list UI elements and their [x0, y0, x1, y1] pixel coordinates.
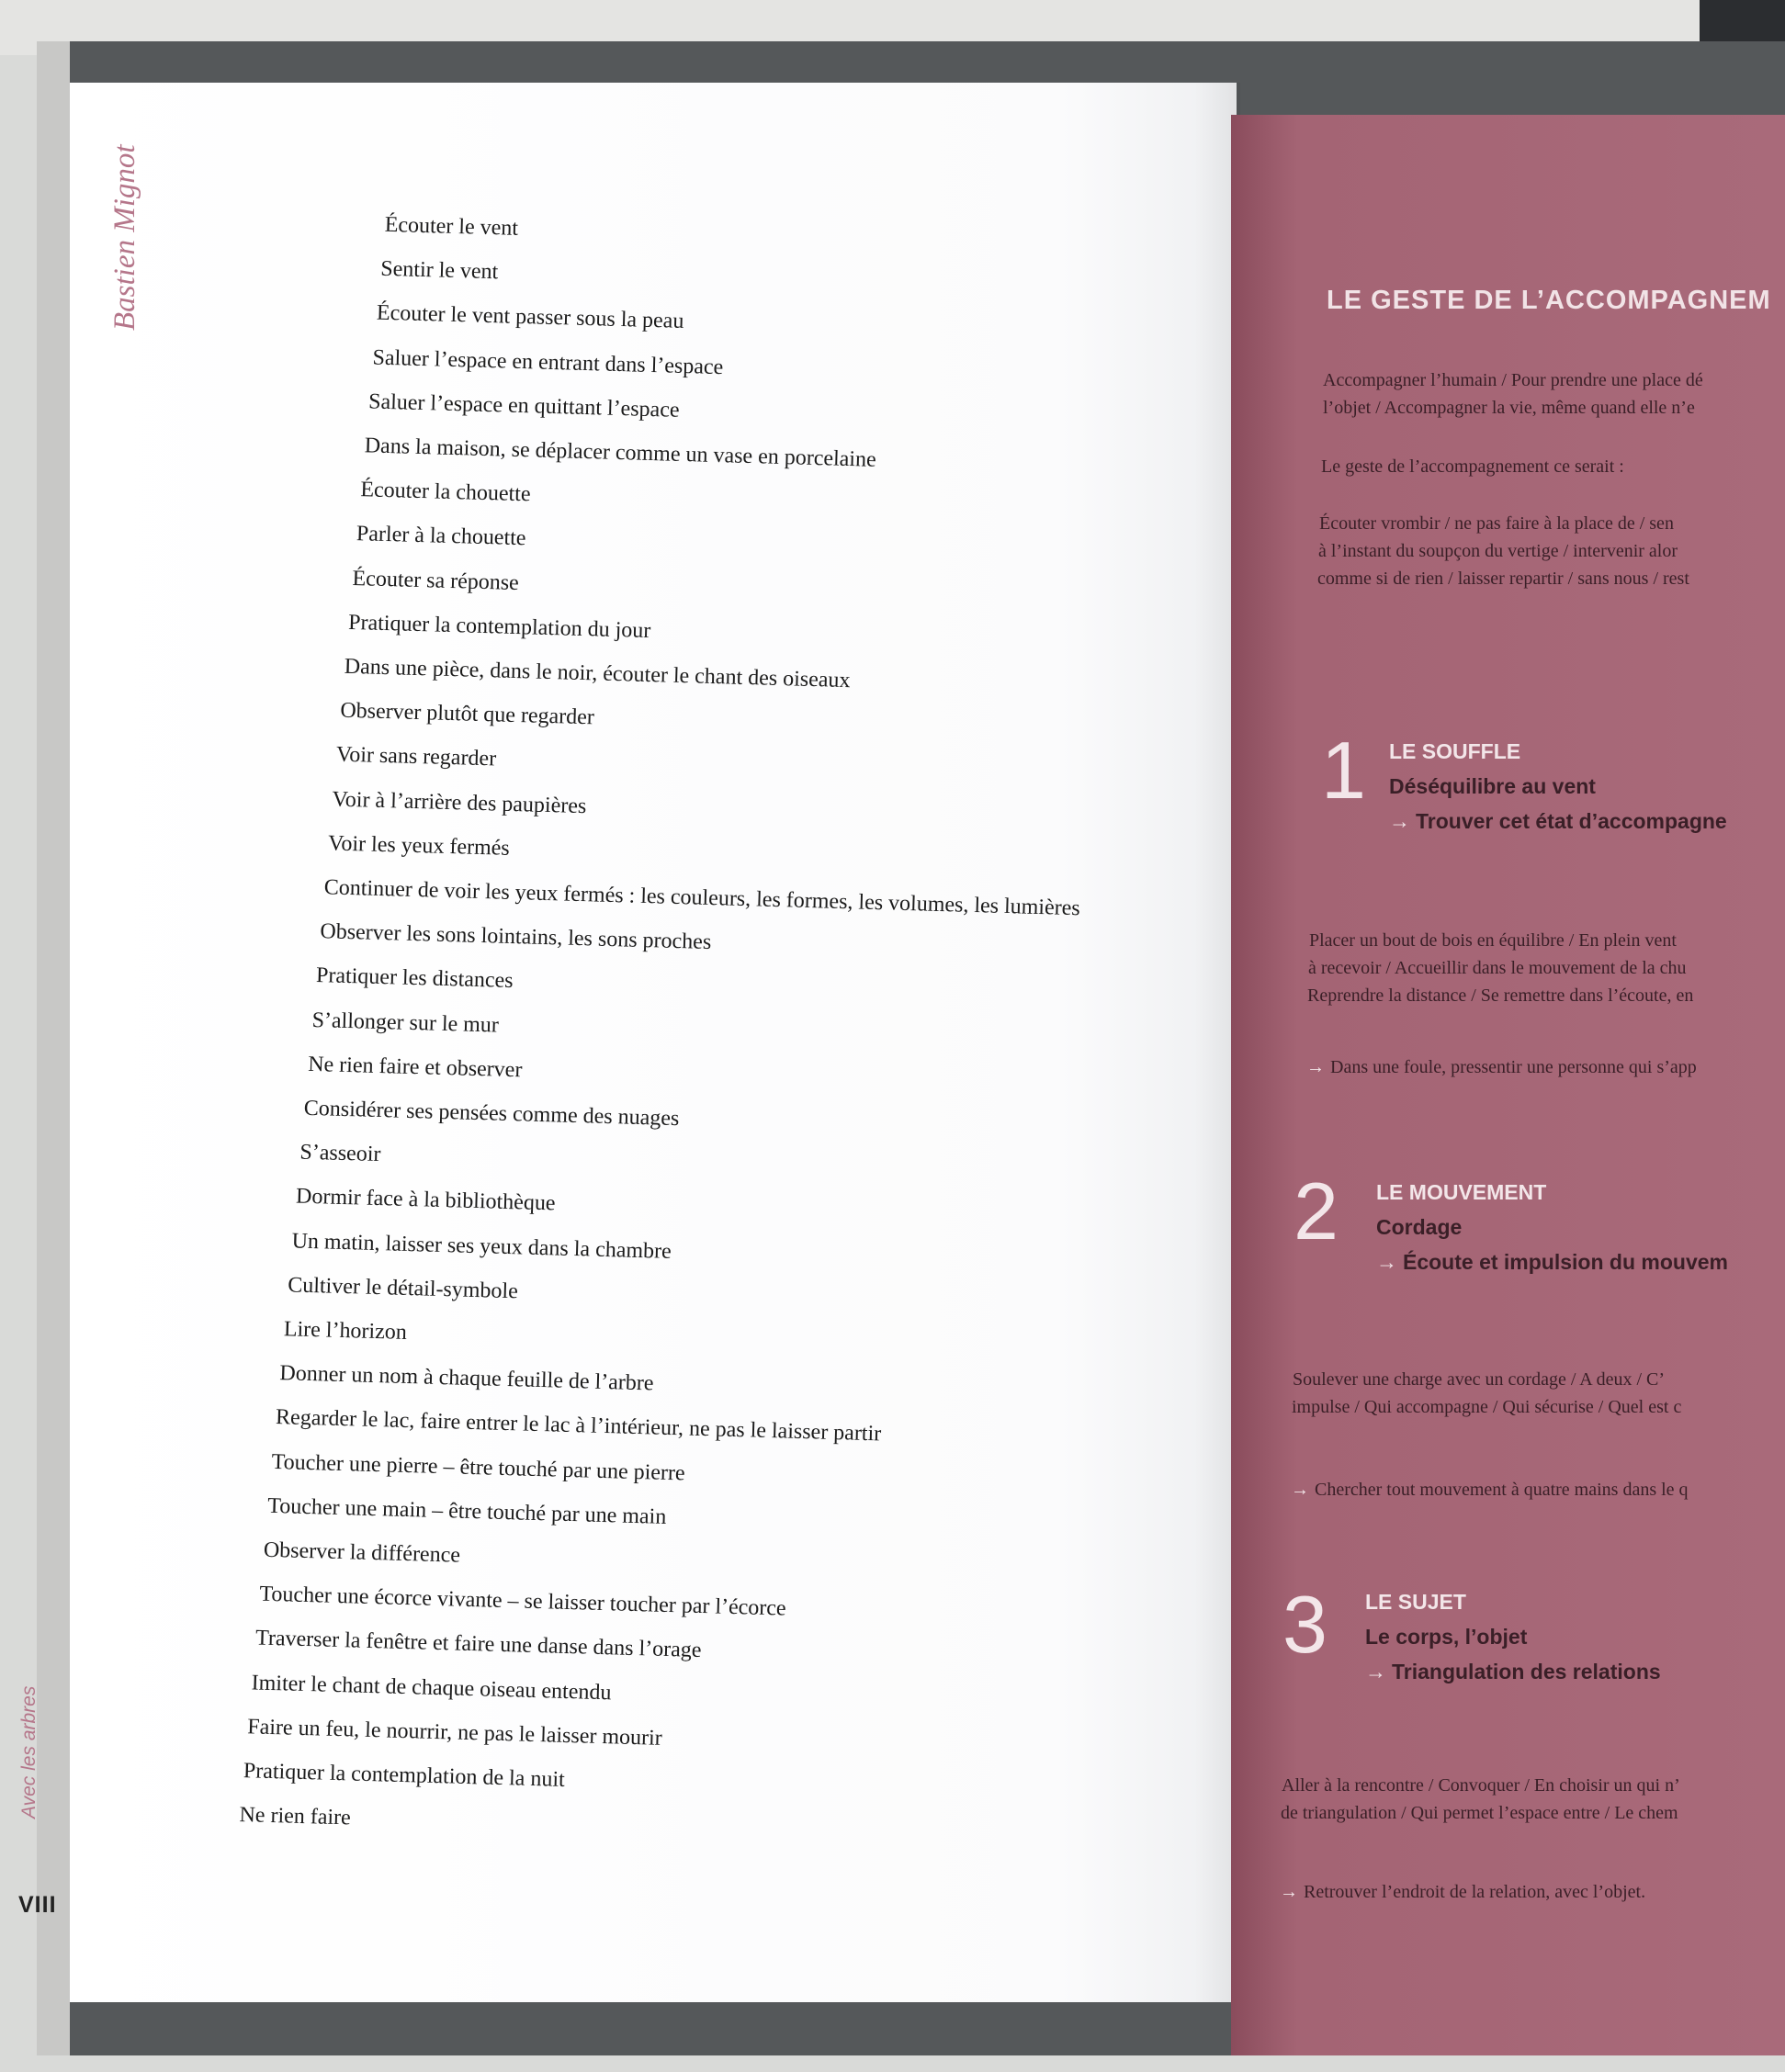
poem-line: Traverser la fenêtre et faire une danse dans l’orage	[254, 1626, 702, 1663]
poem-line: Regarder le lac, faire entrer le lac à l’intérieur, ne pas le laisser partir	[275, 1405, 882, 1447]
intro-line: l’objet / Accompagner la vie, même quand elle n’e	[1323, 398, 1695, 418]
poem-line: Écouter le vent passer sous la peau	[376, 301, 684, 334]
step-goal-text: Écoute et impulsion du mouvem	[1403, 1250, 1728, 1274]
step-exercise: → Dans une foule, pressentir une personne qui s’app	[1306, 1057, 1697, 1077]
lead-line: Le geste de l’accompagnement ce serait :	[1321, 456, 1624, 477]
poem-line: Écouter sa réponse	[352, 566, 520, 595]
poem-line: Observer la différence	[263, 1537, 461, 1568]
step-number: 2	[1294, 1166, 1339, 1256]
step-body-line: Soulever une charge avec un cordage / A deux / C’	[1293, 1369, 1666, 1390]
poem-line: Dans la maison, se déplacer comme un vase en porcelaine	[364, 434, 877, 472]
arrow-icon: →	[1291, 1480, 1309, 1500]
poem-line: Voir les yeux fermés	[327, 831, 511, 861]
poem-line: Saluer l’espace en quittant l’espace	[367, 389, 680, 422]
step-title: LE MOUVEMENT	[1376, 1180, 1547, 1204]
arrow-icon: →	[1306, 1057, 1325, 1077]
step-number: 1	[1321, 725, 1366, 816]
step-body-line: Aller à la rencontre / Convoquer / En choisir un qui n’	[1282, 1775, 1680, 1796]
poem-line: Imiter le chant de chaque oiseau entendu	[251, 1670, 612, 1705]
step-goal	[1389, 809, 1727, 834]
poem-line: Observer les sons lointains, les sons proches	[320, 919, 712, 955]
poem-line: Saluer l’espace en entrant dans l’espace	[372, 345, 724, 379]
right-page	[1231, 115, 1785, 2055]
arrow-icon: →	[1280, 1882, 1298, 1902]
definition-line: à l’instant du soupçon du vertige / intervenir alor	[1318, 541, 1678, 561]
step-goal-text: Trouver cet état d’accompagne	[1416, 809, 1727, 833]
step-body-line: de triangulation / Qui permet l’espace entre / Le chem	[1281, 1803, 1678, 1823]
step-title: LE SOUFFLE	[1389, 739, 1521, 763]
poem-line: Toucher une écorce vivante – se laisser toucher par l’écorce	[259, 1582, 787, 1621]
author-name: Bastien Mignot	[108, 144, 141, 331]
poem-line: Pratiquer la contemplation du jour	[347, 610, 651, 643]
poem-line: Écouter le vent	[384, 212, 519, 241]
intro-line: Accompagner l’humain / Pour prendre une place dé	[1323, 370, 1703, 390]
section-heading: LE GESTE DE L’ACCOMPAGNEM	[1327, 286, 1771, 315]
poem-line: Observer plutôt que regarder	[340, 698, 595, 730]
step-body-line: Reprendre la distance / Se remettre dans l’écoute, en	[1307, 985, 1694, 1006]
step-number: 3	[1282, 1579, 1327, 1670]
arrow-icon: →	[1365, 1660, 1386, 1684]
step-body-line: impulse / Qui accompagne / Qui sécurise / Quel est c	[1292, 1397, 1682, 1417]
poem-line: Voir sans regarder	[335, 742, 497, 771]
page-number: VIII	[18, 1892, 57, 1918]
step-goal	[1376, 1250, 1728, 1275]
poem-line: Pratiquer les distances	[315, 963, 514, 994]
step-body-line: à recevoir / Accueillir dans le mouvement de la chu	[1308, 958, 1687, 978]
step-subtitle: Cordage	[1376, 1215, 1463, 1239]
poem-line: Sentir le vent	[379, 256, 499, 285]
poem-line: Toucher une pierre – être touché par une pierre	[271, 1449, 685, 1486]
poem-line: Parler à la chouette	[356, 522, 526, 551]
definition-line: Écouter vrombir / ne pas faire à la place de / sen	[1319, 513, 1674, 534]
poem-line: Lire l’horizon	[283, 1317, 408, 1345]
poem-line: Faire un feu, le nourrir, ne pas le laisser mourir	[246, 1715, 663, 1751]
step-exercise: → Chercher tout mouvement à quatre mains dans le q	[1291, 1480, 1689, 1500]
poem-line: Continuer de voir les yeux fermés : les couleurs, les formes, les volumes, les lumières	[323, 875, 1081, 921]
poem-line: Donner un nom à chaque feuille de l’arbre	[279, 1361, 654, 1396]
poem-line: Toucher une main – être touché par une main	[266, 1493, 667, 1529]
step-goal	[1365, 1660, 1661, 1684]
step-goal-text: Triangulation des relations	[1392, 1660, 1661, 1684]
poem-line: Voir à l’arrière des paupières	[332, 787, 587, 818]
arrow-icon: →	[1376, 1250, 1397, 1274]
poem-line: Ne rien faire et observer	[307, 1052, 523, 1083]
definition-line: comme si de rien / laisser repartir / sans nous / rest	[1317, 569, 1689, 589]
step-body-line: Placer un bout de bois en équilibre / En plein vent	[1309, 930, 1677, 951]
step-subtitle: Déséquilibre au vent	[1389, 774, 1596, 798]
poem-line: S’asseoir	[299, 1140, 381, 1167]
poem-line: Considérer ses pensées comme des nuages	[303, 1096, 680, 1132]
poem-line: Dormir face à la bibliothèque	[295, 1184, 556, 1216]
step-exercise: → Retrouver l’endroit de la relation, avec l’objet.	[1280, 1882, 1646, 1902]
poem-line: Écouter la chouette	[360, 478, 531, 507]
step-subtitle: Le corps, l’objet	[1365, 1625, 1528, 1649]
poem-line: Ne rien faire	[239, 1803, 352, 1830]
poem-line: Cultiver le détail-symbole	[287, 1273, 519, 1304]
poem-line: Un matin, laisser ses yeux dans la chambre	[291, 1229, 672, 1264]
step-title: LE SUJET	[1365, 1590, 1466, 1614]
poem-line: Dans une pièce, dans le noir, écouter le chant des oiseaux	[344, 654, 851, 693]
running-title: Avec les arbres	[18, 1685, 40, 1819]
poem-line: Pratiquer la contemplation de la nuit	[243, 1759, 566, 1792]
poem-line: S’allonger sur le mur	[311, 1008, 500, 1038]
arrow-icon: →	[1389, 809, 1410, 833]
